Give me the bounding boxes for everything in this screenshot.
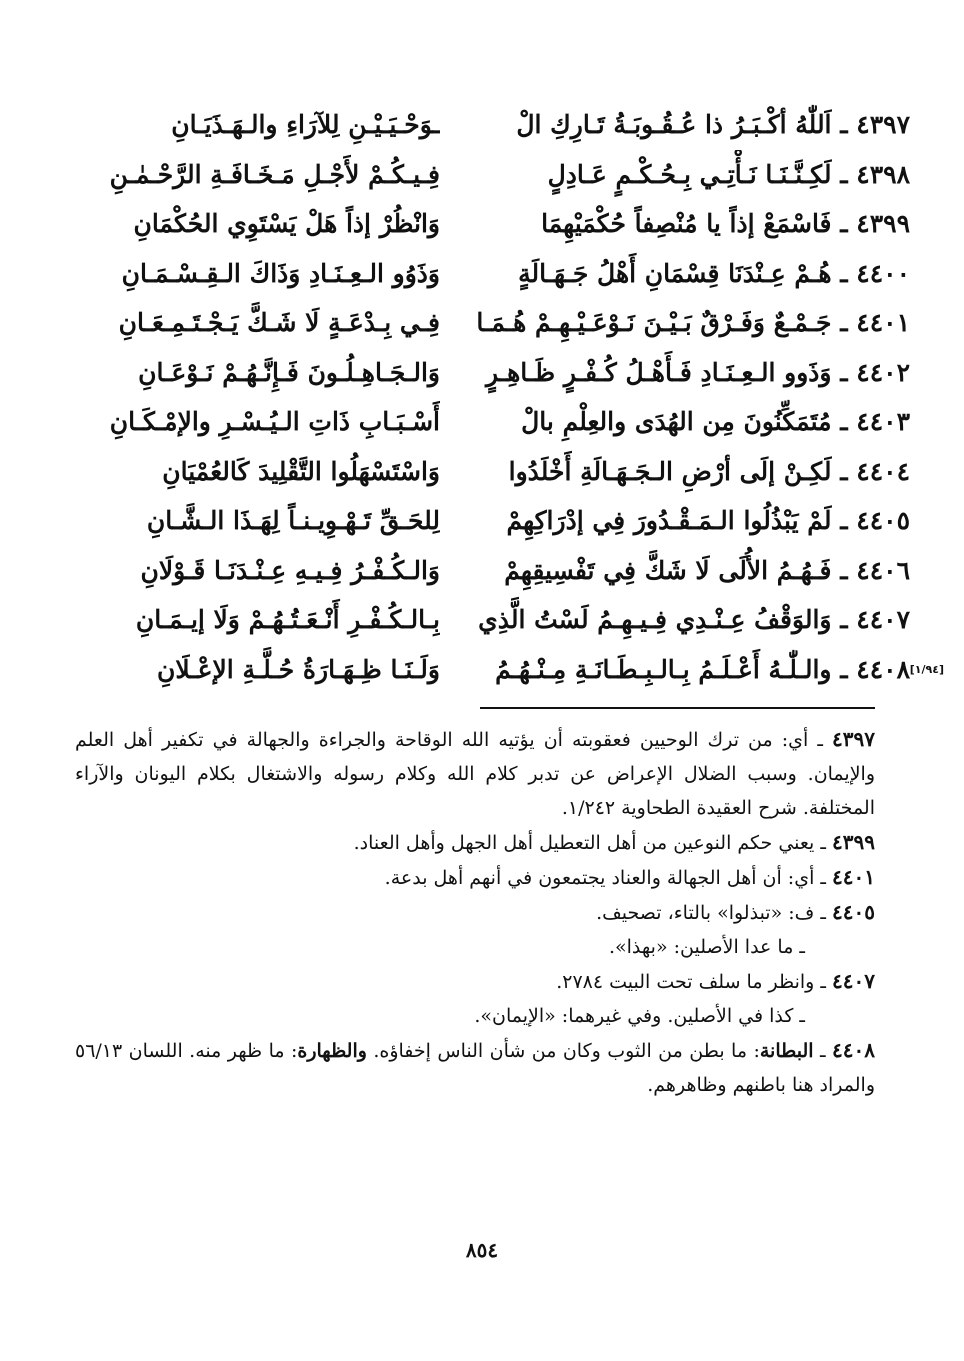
verse-first-hemistich: ٤٣٩٩ ـ فَاسْمَعْ إذاً يا مُنْصِفاً حُكْمَيْهِمَا [541,209,910,238]
verse-first-hemistich: ٤٣٩٧ ـ اَللّٰهُ أكْـبَـرُ ذا عُـقُـوبَـةُ تَـارِكِ الْ [516,110,910,139]
verse-second-hemistich: وَاسْتَسْهَلُوا التَّقْلِيدَ كَالعُمْيَانِ [162,456,440,486]
verse [70,199,910,249]
verse-second-hemistich: وَذَوُو الـعِـنَـادِ وَذَاكَ الـقِـسْـمَـانِ [121,258,440,288]
verse-first-text: هُـمْ عِـنْدَنَا قِسْمَانِ أَهْلُ جَـهَـالَةٍ [518,258,832,288]
footnote-subnote: ـ كذا في الأصلين. وفي غيرهما: «الإيمان». [474,1005,805,1027]
verse-first-text: فَـهُـمُ الأُلَى لَا شَكَّ فِي تَفْسِيقِهِمْ [504,555,832,585]
verse-first-text: والـلّٰـهُ أَعْـلَـمُ بِـالـبِـطَـانَـةِ مِـنْـهُـمُ [495,654,832,684]
verse-first-text: جَـمْـعٌ وَفَـرْقٌ بَـيْـنَ نَـوْعَـيْـهِـمْ هُـمَـا [476,308,832,337]
footnote-number: ٤٣٩٧ [832,727,876,751]
verse-second-hemistich: بِـالـكُـفْـرِ أَنْـعَـتُـهُـمْ وَلَا إيـمَـانِ [135,605,440,634]
footnote-text: وانظر ما سلف تحت البيت ٢٧٨٤. [556,971,815,993]
verse-first-hemistich: ٤٤٠٠ ـ هُـمْ عِـنْدَنَا قِسْمَانِ أَهْلُ جَـهَـالَةٍ [518,258,910,288]
verse-first-text: وَذَوو الـعِـنَـادِ فَـأَهْـلُ كُـفْـرٍ ظَـاهِـرٍ [485,357,832,387]
verse [70,595,910,645]
footnote-text: : ما ظهر منه. اللسان ٥٦/١٣ والمراد هنا باطنهم وظاهرهم. [75,1040,875,1096]
footnote-text: أي: أن أهل الجهالة والعناد يجتمعون في أنهم أهل بدعة. [384,867,815,889]
verse [70,645,944,695]
verse-first-hemistich: ٤٤٠٣ ـ مُتَمَكِّنُونَ مِن الهُدَى والعِلْمِ بالْ [521,407,910,436]
verse-number: ٤٤٠٥ [856,506,910,535]
verse-number: ٤٤٠٦ [856,555,910,585]
verse-number: ٤٤٠٠ [856,258,910,288]
footnote-number: ٤٤٠١ [832,865,875,889]
verse-first-hemistich: ٤٤٠٨ ـ والـلّٰـهُ أَعْـلَـمُ بِـالـبِـطَـانَـةِ مِـنْـهُـمُ [495,654,910,684]
verse-first-text: وَالوَقْفُ عِـنْـدِي فِـيـهِـمُ لَسْتُ الَّذِي [478,605,832,634]
verse-first-hemistich: ٤٣٩٨ ـ لَكِـنَّـنَـا نَـأْتِـي بِـحُـكْـمٍ عَـادِلٍ [547,159,910,189]
footnote: ٤٤٠٥ ـ ف: «تبذلوا» بالتاء، تصحيف. [596,900,875,924]
verse-number: ٤٣٩٨ [856,159,910,189]
verse [70,447,910,497]
page-number: ٨٥٤ [465,1238,499,1262]
verse-second-hemistich: لِلحَـقِّ تَـهْـوِيـنـاً لِهَـذَا الـشَّـانِ [146,506,440,535]
footnote-text: : ما بطن من الثوب وكان من شأن الناس إخفاؤه. [366,1040,760,1062]
verse-number: ٤٤٠٢ [856,357,910,387]
verse-first-text: مُتَمَكِّنُونَ مِن الهُدَى والعِلْمِ بالْ [521,407,832,436]
verse-first-hemistich: ٤٤٠٤ ـ لَكِـنْ إلَى أرْضِ الـجَـهَـالَةِ أَخْلَدُوا [508,456,910,486]
verse-first-text: لَكِـنَّـنَـا نَـأْتِـي بِـحُـكْـمٍ عَـادِلٍ [547,159,832,189]
verse-number: ٤٣٩٧ [856,110,910,139]
verse-first-hemistich: ٤٤٠٧ ـ وَالوَقْفُ عِـنْـدِي فِـيـهِـمُ لَسْتُ الَّذِي [478,605,910,634]
verse-number: ٤٤٠٤ [856,456,910,486]
verse-first-text: فَاسْمَعْ إذاً يا مُنْصِفاً حُكْمَيْهِمَا [541,209,832,238]
footnotes [75,722,875,1102]
verse [70,249,910,299]
footnote-text: أي: من ترك الوحيين فعقوبته أن يؤتيه الله الوقاحة والجراءة والجهالة في تكفير أهل العلم والإيمان. وسبب الضلال الإعراض عن تدبر كلام الله وكلام رسوله والاشتغال بكلام اليونان والآراء المختلفة. شرح العقيدة الطحاوية ١/٢٤٢. [75,729,875,819]
verse-first-text: لَمْ يَبْذُلُوا الـمَـقْـدُورَ فِي إدْرَاكِهِمْ [506,506,832,535]
verse-first-text: اَللّٰهُ أكْـبَـرُ ذا عُـقُـوبَـةُ تَـارِكِ الْ [516,110,832,139]
verse-second-hemistich: ـوَحْـيَـيْـنِ لِلآرَاءِ والـهَـذَيَـانِ [171,110,440,139]
verse-number: ٤٤٠٨ [856,654,910,684]
footnote: ٤٤٠٧ ـ وانظر ما سلف تحت البيت ٢٧٨٤. [556,969,875,993]
verse-second-hemistich: فِـي بِـدْعَـةٍ لَا شَـكَّ يَـجْـتَـمِـعَـانِ [118,308,440,337]
footnote: ٤٣٩٧ ـ أي: من ترك الوحيين فعقوبته أن يؤتيه الله الوقاحة والجراءة والجهالة في تكفير أهل العلم والإيمان. وسبب الضلال الإعراض عن تدبر كلام الله وكلام رسوله والاشتغال بكلام اليونان والآراء المختلفة. شرح العقيدة الطحاوية ١/٢٤٢. [75,727,876,819]
footnote-term: والظهارة [297,1040,367,1062]
footnote-text: ف: «تبذلوا» بالتاء، تصحيف. [596,902,815,924]
verse-first-hemistich: ٤٤٠١ ـ جَـمْـعٌ وَفَـرْقٌ بَـيْـنَ نَـوْعَـيْـهِـمْ هُـمَـا [476,308,910,337]
footnote: ٤٤٠١ ـ أي: أن أهل الجهالة والعناد يجتمعون في أنهم أهل بدعة. [384,865,875,889]
footnote-number: ٤٣٩٩ [832,830,875,854]
verse-second-hemistich: وَالـكُـفْـرُ فِـيـهِ عِـنْـدَنَـا قَـوْلَانِ [140,555,440,585]
footnote-number: ٤٤٠٨ [832,1038,875,1062]
footnote-number: ٤٤٠٧ [832,969,875,993]
poem-verses [70,100,944,694]
verse-first-hemistich: ٤٤٠٦ ـ فَـهُـمُ الأُلَى لَا شَكَّ فِي تَفْسِيقِهِمْ [504,555,910,585]
footnote-term: البطانة [759,1040,814,1062]
verse-second-hemistich: وَانْظُرْ إذاً هَلْ يَسْتَوِي الحُكْمَانِ [133,209,440,238]
verse-second-hemistich: وَالـجَـاهِـلُـونَ فَـإِنَّـهُـمْ نَـوْعَـانِ [138,357,440,387]
verse-number: ٤٤٠١ [856,308,910,337]
verse-second-hemistich: فِـيـكُـمْ لأَجْـلِ مَـخَـافَـةِ الرَّحْـمٰـنِ [109,159,440,189]
verse [70,348,910,398]
footnote-subnote: ـ ما عدا الأصلين: «بهذا». [608,936,805,958]
verse-first-text: لَكِـنْ إلَى أرْضِ الـجَـهَـالَةِ أَخْلَدُوا [508,456,832,486]
footnote: ٤٤٠٨ ـ البطانة: ما بطن من الثوب وكان من شأن الناس إخفاؤه. والظهارة: ما ظهر منه. اللسان ٥٦/١٣ والمراد هنا باطنهم وظاهرهم. [75,1038,875,1096]
verse [70,298,910,348]
verse-second-hemistich: أَسْـبَـابِ ذَاتِ الـيُـسْـرِ والإمْـكَـانِ [109,407,440,436]
manuscript-page-marker: [١/٩٤] [909,662,944,676]
verse-first-hemistich: ٤٤٠٢ ـ وَذَوو الـعِـنَـادِ فَـأَهْـلُ كُـفْـرٍ ظَـاهِـرٍ [485,357,910,387]
verse-number: ٤٤٠٧ [856,605,910,634]
footnote: ٤٣٩٩ ـ يعني حكم النوعين من أهل التعطيل أهل الجهل وأهل العناد. [353,830,875,854]
verse [70,150,910,200]
verse-first-hemistich: ٤٤٠٥ ـ لَمْ يَبْذُلُوا الـمَـقْـدُورَ فِي إدْرَاكِهِمْ [506,506,910,535]
verse-number: ٤٤٠٣ [856,407,910,436]
verse [70,100,910,150]
footnote-separator [480,707,875,709]
verse [70,496,910,546]
verse [70,397,910,447]
verse-number: ٤٣٩٩ [856,209,910,238]
footnote-text: يعني حكم النوعين من أهل التعطيل أهل الجهل وأهل العناد. [353,832,815,854]
footnote-number: ٤٤٠٥ [832,900,875,924]
verse [70,546,910,596]
verse-second-hemistich: وَلَـنَـا ظِـهَـارَةُ حُـلَّـةِ الإعْـلَانِ [157,654,440,684]
